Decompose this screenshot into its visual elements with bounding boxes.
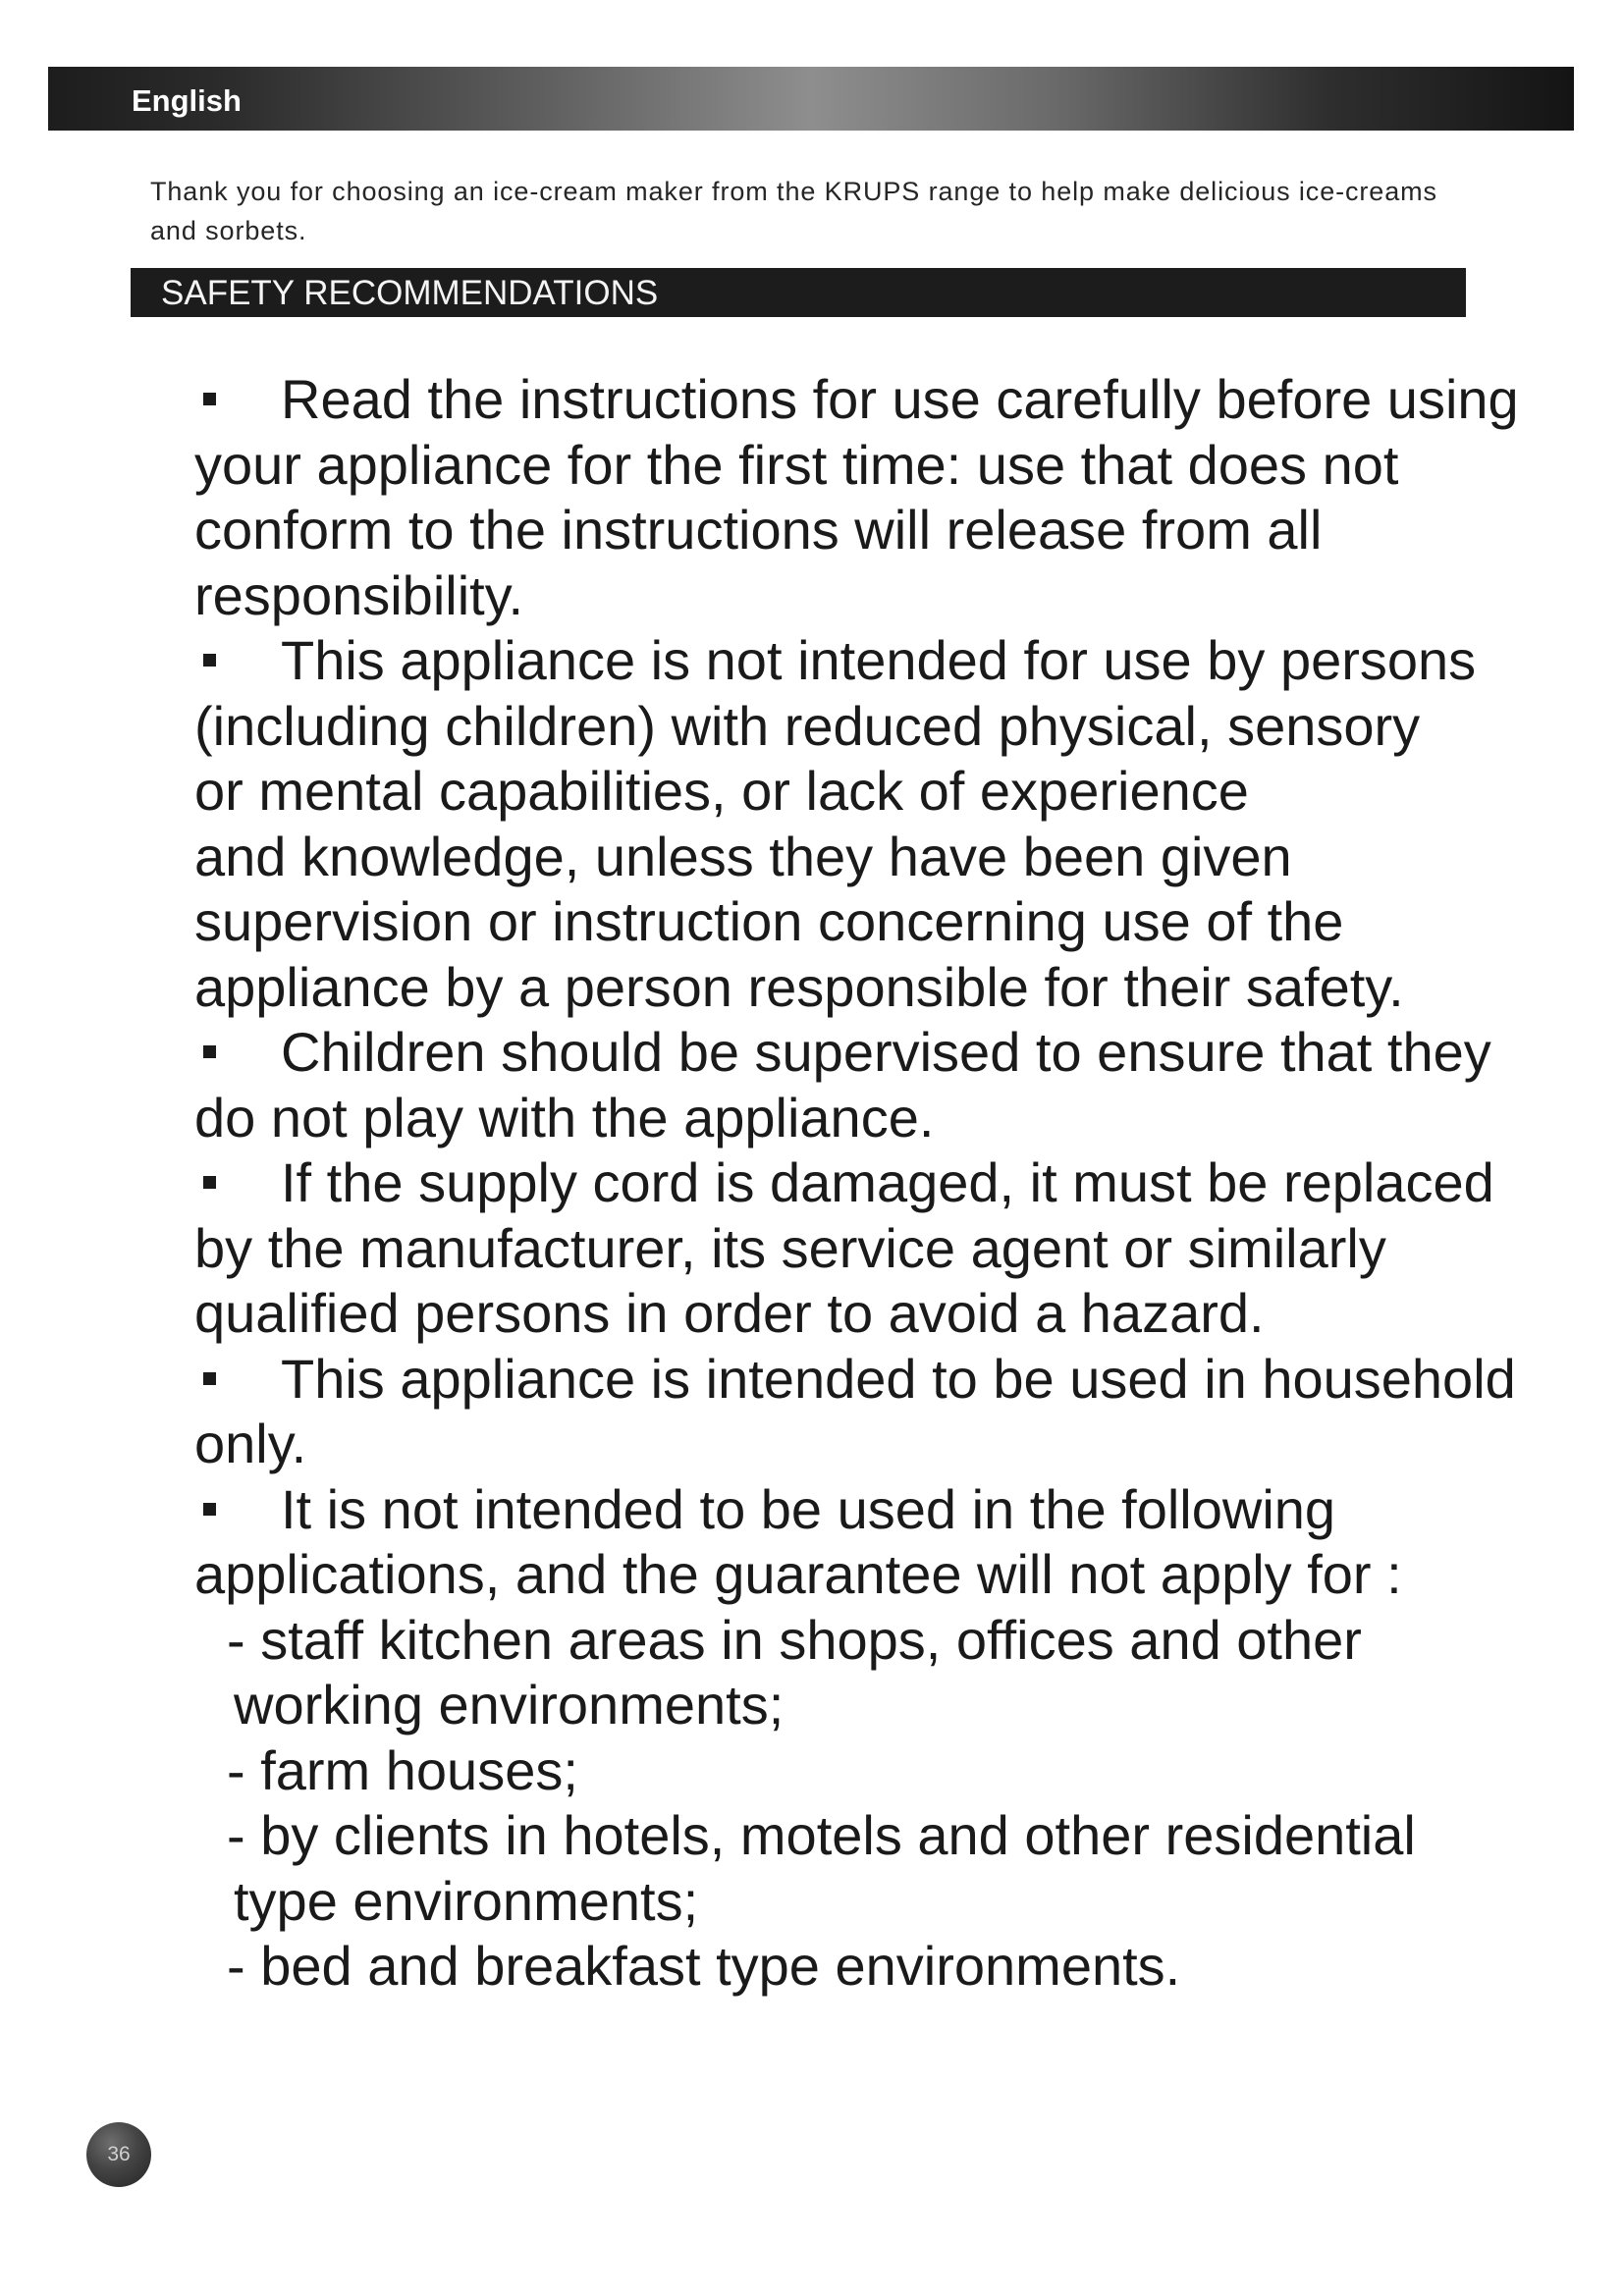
safety-sub-item-text: - bed and breakfast type environments. bbox=[227, 1935, 1181, 1997]
square-bullet-icon bbox=[203, 1176, 216, 1189]
safety-item-text: do not play with the appliance. bbox=[194, 1086, 935, 1148]
section-title: SAFETY RECOMMENDATIONS bbox=[161, 274, 659, 312]
intro-line: and sorbets. bbox=[150, 216, 307, 245]
safety-item-text: and knowledge, unless they have been given bbox=[194, 825, 1292, 887]
page-number: 36 bbox=[107, 2143, 131, 2165]
safety-sub-item-text: working environments; bbox=[234, 1674, 785, 1735]
safety-sub-item-line bbox=[0, 1608, 1624, 1674]
safety-item-text: or mental capabilities, or lack of experience bbox=[194, 760, 1249, 822]
safety-item-line bbox=[0, 563, 1624, 629]
safety-item-line bbox=[0, 759, 1624, 825]
safety-item-line bbox=[0, 433, 1624, 499]
safety-item-line bbox=[0, 1347, 1624, 1413]
safety-item-text: responsibility. bbox=[194, 563, 524, 626]
safety-item-line bbox=[0, 628, 1624, 694]
safety-sub-item-line bbox=[0, 1869, 1624, 1935]
safety-item-line bbox=[0, 1477, 1624, 1543]
safety-item-text: supervision or instruction concerning use of the bbox=[194, 890, 1344, 952]
safety-sub-item bbox=[0, 1803, 1624, 1934]
safety-item bbox=[0, 1020, 1624, 1150]
safety-item-text: Read the instructions for use carefully before using bbox=[281, 368, 1519, 430]
safety-item bbox=[0, 367, 1624, 628]
intro-paragraph bbox=[150, 172, 1437, 250]
safety-item-line bbox=[0, 1412, 1624, 1477]
safety-item-line bbox=[0, 825, 1624, 890]
safety-item-line bbox=[0, 1281, 1624, 1347]
safety-sub-item-text: - by clients in hotels, motels and other residential bbox=[227, 1804, 1416, 1866]
square-bullet-icon bbox=[203, 1045, 216, 1058]
safety-item-text: It is not intended to be used in the following bbox=[281, 1477, 1336, 1540]
safety-item-text: (including children) with reduced physical, sensory bbox=[194, 694, 1421, 757]
safety-sub-item bbox=[0, 1608, 1624, 1738]
safety-sub-item-text: - farm houses; bbox=[227, 1738, 578, 1801]
safety-item-text: If the supply cord is damaged, it must be replaced bbox=[281, 1151, 1494, 1213]
safety-sub-item-line bbox=[0, 1934, 1624, 2000]
safety-item-line bbox=[0, 955, 1624, 1021]
safety-item-line bbox=[0, 1020, 1624, 1086]
safety-item-line bbox=[0, 889, 1624, 955]
safety-sub-item-line bbox=[0, 1738, 1624, 1804]
safety-item-text: conform to the instructions will release from all bbox=[194, 499, 1323, 561]
safety-sub-item-text: - staff kitchen areas in shops, offices and other bbox=[227, 1608, 1362, 1671]
intro-line: Thank you for choosing an ice-cream maker from the KRUPS range to help make delicious ice-creams bbox=[150, 177, 1437, 206]
safety-item-line bbox=[0, 498, 1624, 563]
square-bullet-icon bbox=[203, 1372, 216, 1385]
section-header-bar bbox=[131, 268, 1466, 317]
safety-item-text: only. bbox=[194, 1413, 307, 1474]
safety-item-text: Children should be supervised to ensure that they bbox=[281, 1021, 1491, 1083]
safety-item bbox=[0, 628, 1624, 1020]
safety-item-text: applications, and the guarantee will not apply for : bbox=[194, 1543, 1402, 1605]
safety-item-line bbox=[0, 1150, 1624, 1216]
safety-item-line bbox=[0, 1216, 1624, 1282]
safety-item-line bbox=[0, 1086, 1624, 1151]
safety-list bbox=[0, 367, 1624, 2000]
language-header-bar bbox=[48, 67, 1574, 131]
page-number-badge bbox=[86, 2122, 151, 2187]
safety-sub-item-line bbox=[0, 1803, 1624, 1869]
safety-item-text: This appliance is not intended for use by persons bbox=[281, 629, 1477, 691]
language-label: English bbox=[132, 83, 242, 118]
safety-item bbox=[0, 1347, 1624, 1477]
safety-sub-item bbox=[0, 1738, 1624, 1804]
safety-item-text: by the manufacturer, its service agent or similarly bbox=[194, 1216, 1386, 1279]
safety-item-line bbox=[0, 694, 1624, 760]
safety-sub-item bbox=[0, 1934, 1624, 2000]
safety-item-line bbox=[0, 1542, 1624, 1608]
safety-item-text: appliance by a person responsible for their safety. bbox=[194, 955, 1404, 1018]
safety-item bbox=[0, 1477, 1624, 2000]
square-bullet-icon bbox=[203, 654, 216, 667]
safety-sub-item-text: type environments; bbox=[234, 1869, 699, 1932]
square-bullet-icon bbox=[203, 393, 216, 405]
safety-item-line bbox=[0, 367, 1624, 433]
safety-item-text: your appliance for the first time: use that does not bbox=[194, 433, 1399, 496]
safety-sub-item-line bbox=[0, 1673, 1624, 1738]
square-bullet-icon bbox=[203, 1503, 216, 1516]
safety-item bbox=[0, 1150, 1624, 1347]
safety-item-text: This appliance is intended to be used in household bbox=[281, 1347, 1516, 1410]
safety-item-text: qualified persons in order to avoid a hazard. bbox=[194, 1282, 1265, 1344]
